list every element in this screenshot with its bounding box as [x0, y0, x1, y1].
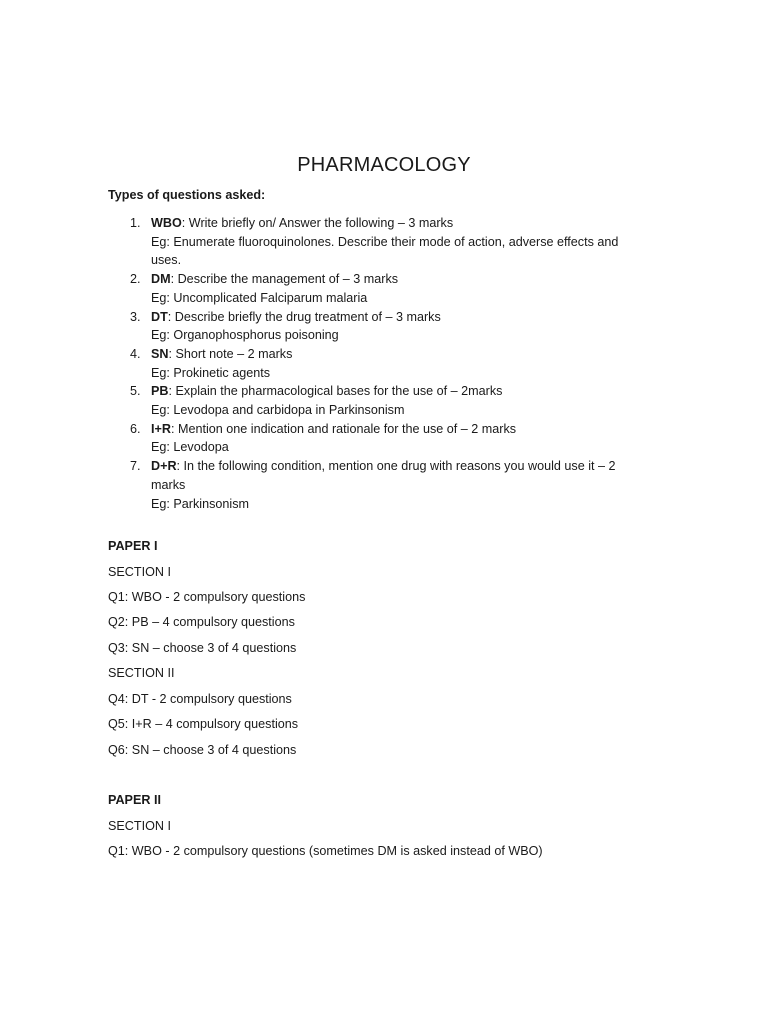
item-example: Eg: Enumerate fluoroquinolones. Describe their mode of action, adverse effects and uses.: [151, 234, 619, 268]
item-code: PB: [151, 384, 169, 399]
item-code: D+R: [151, 459, 177, 474]
item-description: : Describe the management of – 3 marks: [170, 272, 399, 287]
question-types-list: [108, 214, 648, 513]
question-line: Q3: SN – choose 3 of 4 questions: [108, 641, 297, 655]
question-type-item: [108, 270, 648, 307]
paper-heading: PAPER II: [108, 793, 161, 807]
item-number: 7.: [130, 459, 141, 474]
item-number: 3.: [130, 309, 141, 324]
item-example: Eg: Levodopa and carbidopa in Parkinsonism: [151, 403, 405, 418]
question-line: Q4: DT - 2 compulsory questions: [108, 692, 292, 706]
question-line: Q6: SN – choose 3 of 4 questions: [108, 743, 297, 757]
item-description: : Describe briefly the drug treatment of – 3 marks: [167, 309, 441, 324]
item-description: : Write briefly on/ Answer the following – 3 marks: [181, 216, 454, 230]
item-code: SN: [151, 346, 169, 361]
question-type-item: [108, 457, 648, 513]
item-description: : Mention one indication and rationale for the use of – 2 marks: [170, 421, 517, 436]
item-number: 6.: [130, 421, 141, 436]
section-heading: SECTION I: [108, 819, 171, 833]
item-number: 2.: [130, 272, 141, 287]
question-type-item: [108, 308, 648, 345]
item-example: Eg: Levodopa: [151, 440, 229, 455]
question-line: Q5: I+R – 4 compulsory questions: [108, 717, 299, 731]
item-number: 1.: [130, 216, 141, 230]
section-heading: SECTION II: [108, 666, 175, 680]
page-title: PHARMACOLOGY: [297, 154, 471, 176]
question-line: Q2: PB – 4 compulsory questions: [108, 615, 295, 629]
item-example: Eg: Prokinetic agents: [151, 365, 271, 380]
types-heading: Types of questions asked:: [108, 188, 266, 202]
item-number: 4.: [130, 346, 141, 361]
item-description: : In the following condition, mention one drug with reasons you would use it – 2 marks: [151, 459, 616, 492]
item-example: Eg: Organophosphorus poisoning: [151, 328, 339, 343]
item-code: I+R: [151, 421, 171, 436]
question-type-item: [108, 420, 648, 457]
question-type-item: [108, 214, 648, 270]
item-example: Eg: Parkinsonism: [151, 496, 249, 511]
question-type-item: [108, 382, 648, 419]
paper-heading: PAPER I: [108, 539, 158, 553]
item-number: 5.: [130, 384, 141, 399]
section-heading: SECTION I: [108, 565, 171, 579]
item-description: : Explain the pharmacological bases for the use of – 2marks: [168, 384, 503, 399]
item-code: WBO: [151, 216, 182, 230]
question-line: Q1: WBO - 2 compulsory questions (sometimes DM is asked instead of WBO): [108, 844, 543, 858]
item-code: DM: [151, 272, 171, 287]
question-type-item: [108, 345, 648, 382]
item-example: Eg: Uncomplicated Falciparum malaria: [151, 290, 368, 305]
item-code: DT: [151, 309, 168, 324]
item-description: : Short note – 2 marks: [168, 346, 293, 361]
question-line: Q1: WBO - 2 compulsory questions: [108, 590, 306, 604]
